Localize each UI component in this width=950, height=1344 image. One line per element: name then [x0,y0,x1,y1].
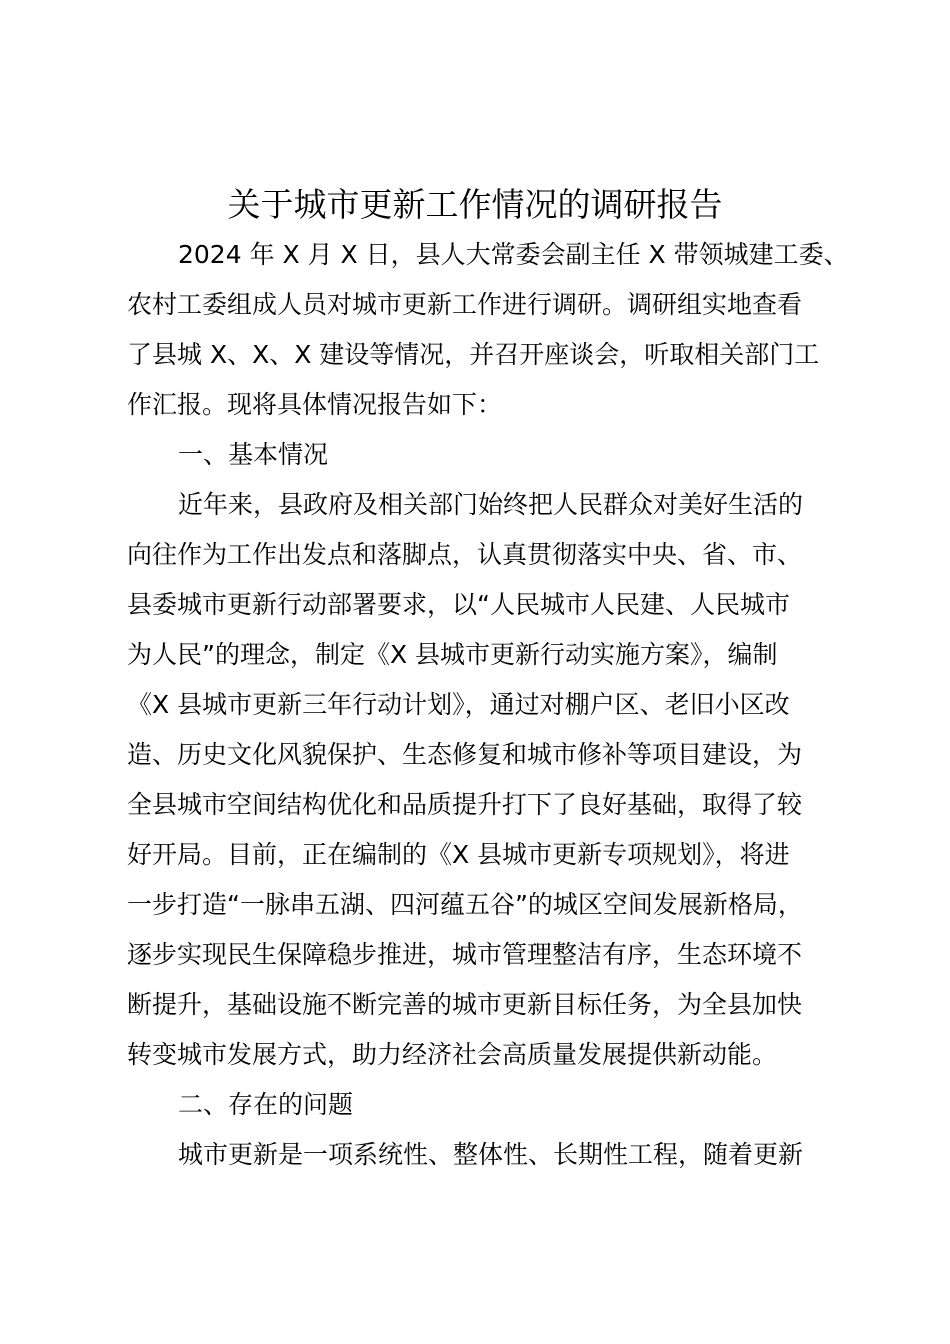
section-heading: 二、存在的问题 [178,1090,354,1119]
paragraph-line: 县委城市更新行动部署要求，以“人民城市人民建、人民城市 [127,590,790,619]
paragraph-line: 《X 县城市更新三年行动计划》，通过对棚户区、老旧小区改 [127,690,790,719]
paragraph-line: 一步打造“一脉串五湖、四河蕴五谷”的城区空间发展新格局， [127,890,803,919]
paragraph-line: 好开局。目前，正在编制的《X 县城市更新专项规划》，将进 [127,840,790,869]
paragraph-line: 向往作为工作出发点和落脚点，认真贯彻落实中央、省、市、 [127,540,803,569]
paragraph-line: 农村工委组成人员对城市更新工作进行调研。调研组实地查看 [127,290,803,319]
paragraph-line: 为人民”的理念，制定《X 县城市更新行动实施方案》，编制 [127,640,778,669]
section-heading: 一、基本情况 [178,440,329,469]
paragraph-line: 转变城市发展方式，助力经济社会高质量发展提供新动能。 [127,1040,778,1069]
document-title: 关于城市更新工作情况的调研报告 [227,185,723,224]
paragraph-line: 造、历史文化风貌保护、生态修复和城市修补等项目建设，为 [127,740,803,769]
paragraph-line: 逐步实现民生保障稳步推进，城市管理整洁有序，生态环境不 [127,940,803,969]
paragraph-line: 全县城市空间结构优化和品质提升打下了良好基础，取得了较 [127,790,803,819]
paragraph-line: 作汇报。现将具体情况报告如下： [127,390,503,419]
paragraph-line: 了县城 X、X、X 建设等情况，并召开座谈会，听取相关部门工 [127,340,820,369]
paragraph-line: 城市更新是一项系统性、整体性、长期性工程，随着更新 [178,1140,804,1169]
paragraph-line: 断提升，基础设施不断完善的城市更新目标任务，为全县加快 [127,990,803,1019]
paragraph-line: 2024 年 X 月 X 日，县人大常委会副主任 X 带领城建工委、 [178,240,849,269]
paragraph-line: 近年来，县政府及相关部门始终把人民群众对美好生活的 [178,490,804,519]
